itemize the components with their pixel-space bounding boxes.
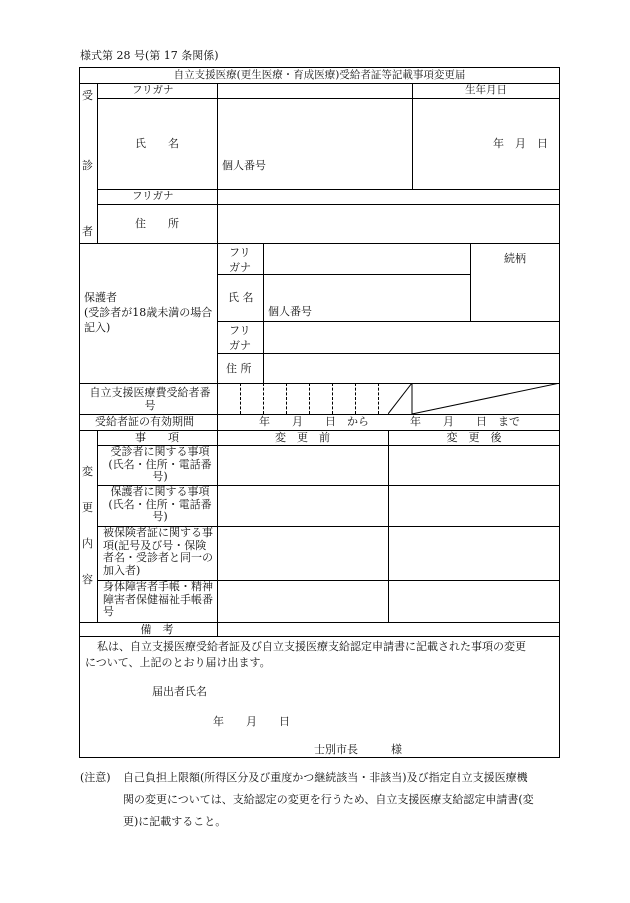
rule — [97, 83, 98, 243]
guardian-name-field[interactable] — [264, 275, 469, 320]
change-2-after-field[interactable] — [389, 486, 559, 525]
change-1-before-field[interactable] — [218, 446, 387, 484]
change-item-3: 被保険者証に関する事項(記号及び号・保険者名・受診者と同一の加入者) — [103, 526, 213, 577]
change-item-4: 身体障害者手帳・精神障害者保健福祉手帳番号 — [103, 580, 213, 618]
remarks-field[interactable] — [218, 623, 559, 635]
validity-from[interactable]: 年 月 日 から — [259, 415, 369, 428]
declaration-date[interactable]: 年 月 日 — [213, 715, 290, 728]
note-line-3: 更)に記載すること。 — [123, 815, 227, 828]
change-3-after-field[interactable] — [389, 527, 559, 579]
rule — [217, 414, 218, 430]
guardian-note: (受診者が18歳未満の場合記入) — [84, 306, 213, 334]
change-4-after-field[interactable] — [389, 581, 559, 621]
changes-header-before: 変 更 前 — [275, 431, 330, 444]
patient-address-field[interactable] — [218, 205, 559, 242]
patient-furigana-label: フリガナ — [132, 84, 174, 96]
guardian-label: 保護者 — [84, 291, 117, 304]
patient-address-label: 住 所 — [135, 217, 179, 230]
guardian-furigana-label: フリガナ — [229, 246, 251, 274]
guardian-relation-field[interactable] — [471, 275, 559, 320]
patient-name-field[interactable] — [218, 99, 411, 188]
rule — [217, 243, 218, 383]
form-number: 様式第 28 号(第 17 条関係) — [80, 49, 219, 62]
recipient-number-field[interactable] — [218, 384, 388, 413]
note-line-2: 関の変更については、支給認定の変更を行うため、自立支援医療支給認定申請書(変 — [123, 793, 534, 806]
patient-name-label: 氏 名 — [135, 137, 179, 150]
rule — [79, 243, 560, 244]
remarks-label: 備 考 — [140, 623, 174, 636]
change-2-before-field[interactable] — [218, 486, 387, 525]
change-1-after-field[interactable] — [389, 446, 559, 484]
changes-side-char-2: 更 — [82, 501, 93, 514]
birthdate-label: 生年月日 — [465, 84, 507, 96]
applicant-name-label: 届出者氏名 — [152, 685, 207, 698]
patient-furigana2-label: フリガナ — [132, 190, 174, 202]
guardian-name-label: 氏 名 — [228, 291, 254, 304]
change-item-2: 保護者に関する事項(氏名・住所・電話番号) — [108, 485, 212, 523]
declaration-line-1: 私は、自立支援医療受給者証及び自立支援医療支給認定申請書に記載された事項の変更 — [97, 640, 526, 653]
changes-header-item: 事 項 — [135, 431, 179, 444]
changes-side-char-1: 変 — [82, 465, 93, 478]
recipient-number-cross-lines — [388, 383, 560, 414]
change-3-before-field[interactable] — [218, 527, 387, 579]
changes-header-after: 変 更 後 — [446, 431, 502, 444]
guardian-address-label: 住 所 — [226, 362, 252, 375]
patient-id-number-label: 個人番号 — [222, 159, 266, 172]
applicant-name-field[interactable] — [214, 680, 514, 700]
changes-side-char-3: 内 — [82, 537, 93, 550]
patient-side-char-3: 者 — [82, 225, 93, 238]
birthdate-field[interactable]: 年 月 日 — [493, 137, 548, 150]
guardian-id-number-label: 個人番号 — [268, 305, 312, 318]
validity-to[interactable]: 年 月 日 まで — [410, 415, 520, 428]
changes-side-char-4: 容 — [82, 573, 93, 586]
declaration-line-2: について、上記のとおり届け出ます。 — [85, 656, 271, 669]
change-item-1: 受診者に関する事項(氏名・住所・電話番号) — [108, 445, 212, 483]
rule — [217, 321, 560, 322]
note-label: (注意) — [80, 771, 111, 784]
guardian-address-field[interactable] — [264, 354, 559, 382]
patient-side-char-2: 診 — [82, 159, 93, 172]
guardian-relation-label: 続柄 — [504, 252, 526, 265]
form-title: 自立支援医療(更生医療・育成医療)受給者証等記載事項変更届 — [173, 69, 466, 81]
rule — [79, 636, 560, 637]
change-4-before-field[interactable] — [218, 581, 387, 621]
patient-side-char-1: 受 — [82, 89, 93, 102]
recipient-number-label: 自立支援医療費受給者番号 — [89, 386, 211, 412]
validity-label: 受給者証の有効期間 — [95, 415, 194, 428]
guardian-furigana2-label: フリガナ — [229, 324, 251, 352]
note-line-1: 自己負担上限額(所得区分及び重度かつ継続該当・非該当)及び指定自立支援医療機 — [123, 771, 528, 784]
addressee: 士別市長 様 — [314, 743, 402, 756]
